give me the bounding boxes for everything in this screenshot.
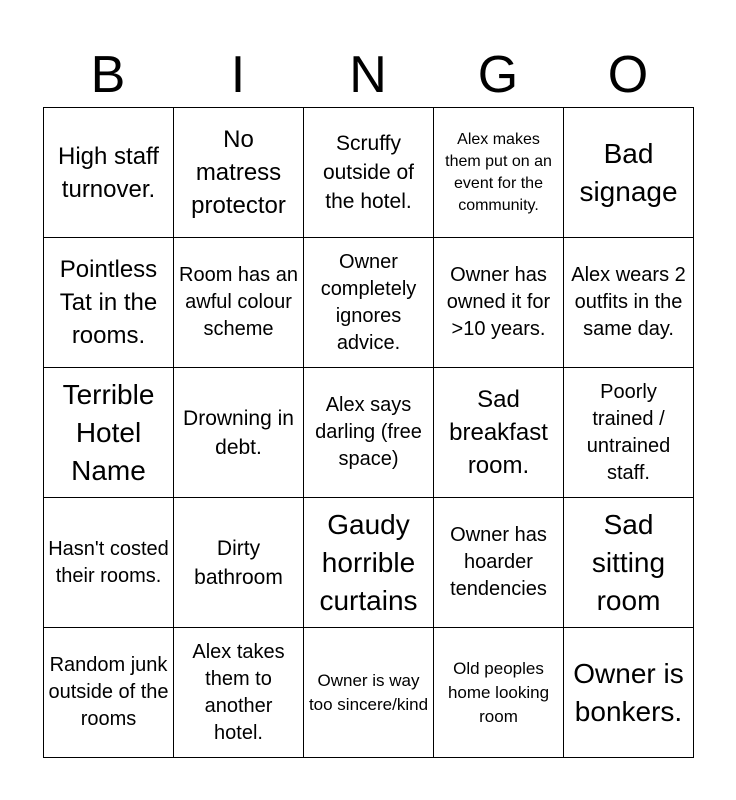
- header-letter-b: B: [90, 46, 126, 104]
- bingo-cell[interactable]: [174, 108, 304, 238]
- cell-text: Owner has owned it for >10 years.: [446, 264, 551, 340]
- cell-text: Scruffy outside of the hotel.: [322, 132, 415, 213]
- bingo-cell[interactable]: [564, 238, 694, 368]
- bingo-cell[interactable]: [304, 238, 434, 368]
- cell-text: Terrible Hotel Name: [62, 378, 155, 486]
- bingo-cell[interactable]: [44, 238, 174, 368]
- bingo-cell[interactable]: [434, 238, 564, 368]
- cell-text: Dirty bathroom: [194, 536, 283, 589]
- cell-text: Room has an awful colour scheme: [179, 264, 298, 340]
- bingo-header: [43, 40, 693, 110]
- cell-text: Alex takes them to another hotel.: [192, 640, 285, 744]
- cell-text: No matress protector: [191, 126, 286, 219]
- cell-text: Alex says darling (free space): [315, 394, 422, 470]
- header-letter-o: O: [607, 46, 649, 104]
- cell-text: Pointless Tat in the rooms.: [59, 256, 158, 349]
- bingo-card: [43, 107, 694, 758]
- bingo-cell[interactable]: [44, 498, 174, 628]
- bingo-row: [44, 628, 694, 758]
- bingo-cell[interactable]: [564, 368, 694, 498]
- bingo-row: [44, 108, 694, 238]
- bingo-row: [44, 238, 694, 368]
- cell-text: High staff turnover.: [58, 142, 159, 203]
- bingo-cell[interactable]: [44, 108, 174, 238]
- bingo-cell[interactable]: [434, 108, 564, 238]
- cell-text: Sad breakfast room.: [449, 386, 548, 479]
- header-letter-g: G: [477, 46, 519, 104]
- cell-text: Owner has hoarder tendencies: [450, 524, 547, 600]
- bingo-cell[interactable]: [564, 498, 694, 628]
- bingo-row: [44, 368, 694, 498]
- cell-text: Drowning in debt.: [183, 406, 294, 459]
- bingo-cell[interactable]: [304, 108, 434, 238]
- cell-text: Owner is bonkers.: [573, 657, 684, 727]
- cell-text: Gaudy horrible curtains: [319, 508, 418, 616]
- bingo-cell[interactable]: [174, 498, 304, 628]
- cell-text: Hasn't costed their rooms.: [48, 537, 169, 587]
- header-letter-i: I: [230, 46, 246, 104]
- cell-text: Bad signage: [579, 137, 678, 207]
- bingo-cell[interactable]: [304, 628, 434, 758]
- bingo-cell[interactable]: [434, 368, 564, 498]
- cell-text: Alex makes them put on an event for the community.: [445, 130, 552, 214]
- bingo-cell[interactable]: [174, 368, 304, 498]
- cell-text: Owner is way too sincere/kind: [308, 670, 429, 714]
- bingo-cell[interactable]: [44, 368, 174, 498]
- cell-text: Poorly trained / untrained staff.: [586, 380, 671, 484]
- bingo-cell[interactable]: [564, 628, 694, 758]
- bingo-cell[interactable]: [174, 238, 304, 368]
- free-space-cell[interactable]: [304, 368, 434, 498]
- cell-text: Alex wears 2 outfits in the same day.: [571, 264, 686, 340]
- bingo-cell[interactable]: [434, 498, 564, 628]
- cell-text: Random junk outside of the rooms: [48, 654, 169, 730]
- bingo-cell[interactable]: [174, 628, 304, 758]
- bingo-cell[interactable]: [434, 628, 564, 758]
- header-letter-n: N: [349, 46, 387, 104]
- bingo-cell[interactable]: [564, 108, 694, 238]
- bingo-cell[interactable]: [304, 498, 434, 628]
- bingo-cell[interactable]: [44, 628, 174, 758]
- cell-text: Sad sitting room: [591, 508, 666, 616]
- bingo-row: [44, 498, 694, 628]
- cell-text: Old peoples home looking room: [447, 658, 550, 726]
- cell-text: Owner completely ignores advice.: [320, 250, 417, 354]
